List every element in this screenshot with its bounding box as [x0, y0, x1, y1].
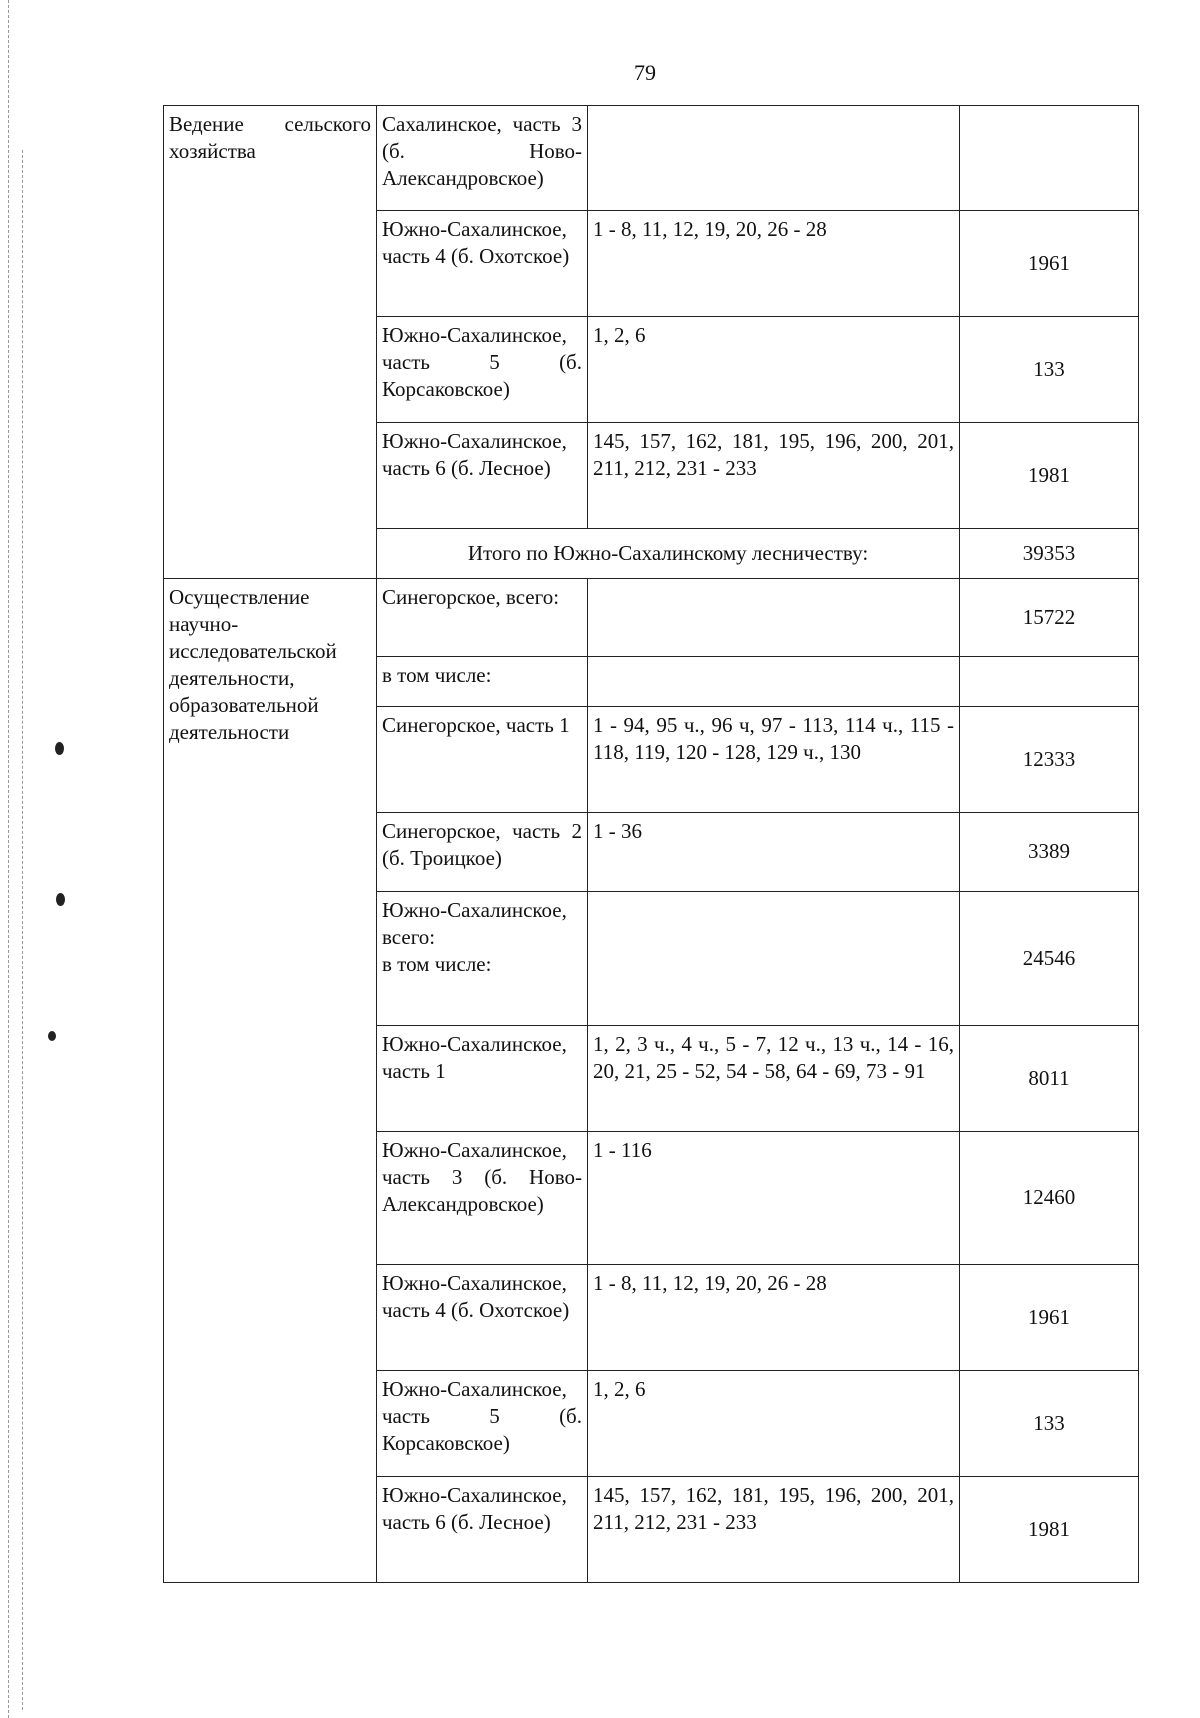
purpose-cell: Осуществление научно-исследовательской деятельности, образовательной деятельности: [164, 579, 377, 1583]
forestry-cell: Синегорское, часть 2 (б. Троицкое): [377, 813, 588, 892]
area-cell: 133: [960, 317, 1139, 423]
area-cell: 1961: [960, 1265, 1139, 1371]
total-label-cell: Итого по Южно-Сахалинскому лесничеству:: [377, 529, 960, 579]
table-row: [164, 106, 1139, 211]
area-cell: 1961: [960, 211, 1139, 317]
forestry-cell: Южно-Сахалинское, часть 3 (б. Ново-Александровское): [377, 1132, 588, 1265]
area-cell: 15722: [960, 579, 1139, 657]
forestry-cell: Южно-Сахалинское, часть 6 (б. Лесное): [377, 423, 588, 529]
scan-speck: [56, 893, 65, 906]
scan-edge-line: [8, 0, 9, 1718]
area-cell: 133: [960, 1371, 1139, 1477]
area-cell: 1981: [960, 423, 1139, 529]
area-cell: [960, 657, 1139, 707]
scan-speck: [55, 742, 64, 755]
page-number: 79: [634, 60, 656, 85]
area-cell: 8011: [960, 1026, 1139, 1132]
quarters-cell: 1 - 8, 11, 12, 19, 20, 26 - 28: [588, 1265, 960, 1371]
quarters-cell: [588, 892, 960, 1026]
scan-edge-line: [22, 150, 23, 1710]
quarters-cell: 1, 2, 6: [588, 317, 960, 423]
forestry-cell: Синегорское, часть 1: [377, 707, 588, 813]
forestry-cell: Южно-Сахалинское, часть 4 (б. Охотское): [377, 211, 588, 317]
forestry-cell: в том числе:: [377, 657, 588, 707]
forestry-cell: Южно-Сахалинское, часть 5 (б. Корсаковское): [377, 1371, 588, 1477]
area-cell: 12460: [960, 1132, 1139, 1265]
quarters-cell: 145, 157, 162, 181, 195, 196, 200, 201, 211, 212, 231 - 233: [588, 423, 960, 529]
total-area-cell: 39353: [960, 529, 1139, 579]
area-cell: 12333: [960, 707, 1139, 813]
forestry-cell: Сахалинское, часть 3 (б. Ново-Александровское): [377, 106, 588, 211]
area-cell: [960, 106, 1139, 211]
purpose-cell: Ведение сельского хозяйства: [164, 106, 377, 579]
land-use-table: [163, 105, 1139, 1583]
forestry-cell: Южно-Сахалинское, часть 1: [377, 1026, 588, 1132]
quarters-cell: [588, 657, 960, 707]
forestry-cell-main: Южно-Сахалинское, всего:: [382, 898, 567, 949]
quarters-cell: [588, 579, 960, 657]
quarters-cell: 1 - 94, 95 ч., 96 ч, 97 - 113, 114 ч., 115 - 118, 119, 120 - 128, 129 ч., 130: [588, 707, 960, 813]
forestry-cell: Южно-Сахалинское, часть 4 (б. Охотское): [377, 1265, 588, 1371]
quarters-cell: 1 - 8, 11, 12, 19, 20, 26 - 28: [588, 211, 960, 317]
area-cell: 1981: [960, 1477, 1139, 1583]
scan-speck: [48, 1031, 56, 1041]
forestry-cell: Южно-Сахалинское, часть 6 (б. Лесное): [377, 1477, 588, 1583]
forestry-cell: [377, 892, 588, 1026]
forestry-cell: Синегорское, всего:: [377, 579, 588, 657]
quarters-cell: [588, 106, 960, 211]
forestry-cell: Южно-Сахалинское, часть 5 (б. Корсаковское): [377, 317, 588, 423]
quarters-cell: 145, 157, 162, 181, 195, 196, 200, 201, 211, 212, 231 - 233: [588, 1477, 960, 1583]
area-cell: 24546: [960, 892, 1139, 1026]
quarters-cell: 1 - 116: [588, 1132, 960, 1265]
forestry-cell-note: в том числе:: [382, 952, 492, 976]
quarters-cell: 1, 2, 3 ч., 4 ч., 5 - 7, 12 ч., 13 ч., 14 - 16, 20, 21, 25 - 52, 54 - 58, 64 - 69, 73 - 91: [588, 1026, 960, 1132]
area-cell: 3389: [960, 813, 1139, 892]
quarters-cell: 1 - 36: [588, 813, 960, 892]
quarters-cell: 1, 2, 6: [588, 1371, 960, 1477]
table-row: [164, 579, 1139, 657]
